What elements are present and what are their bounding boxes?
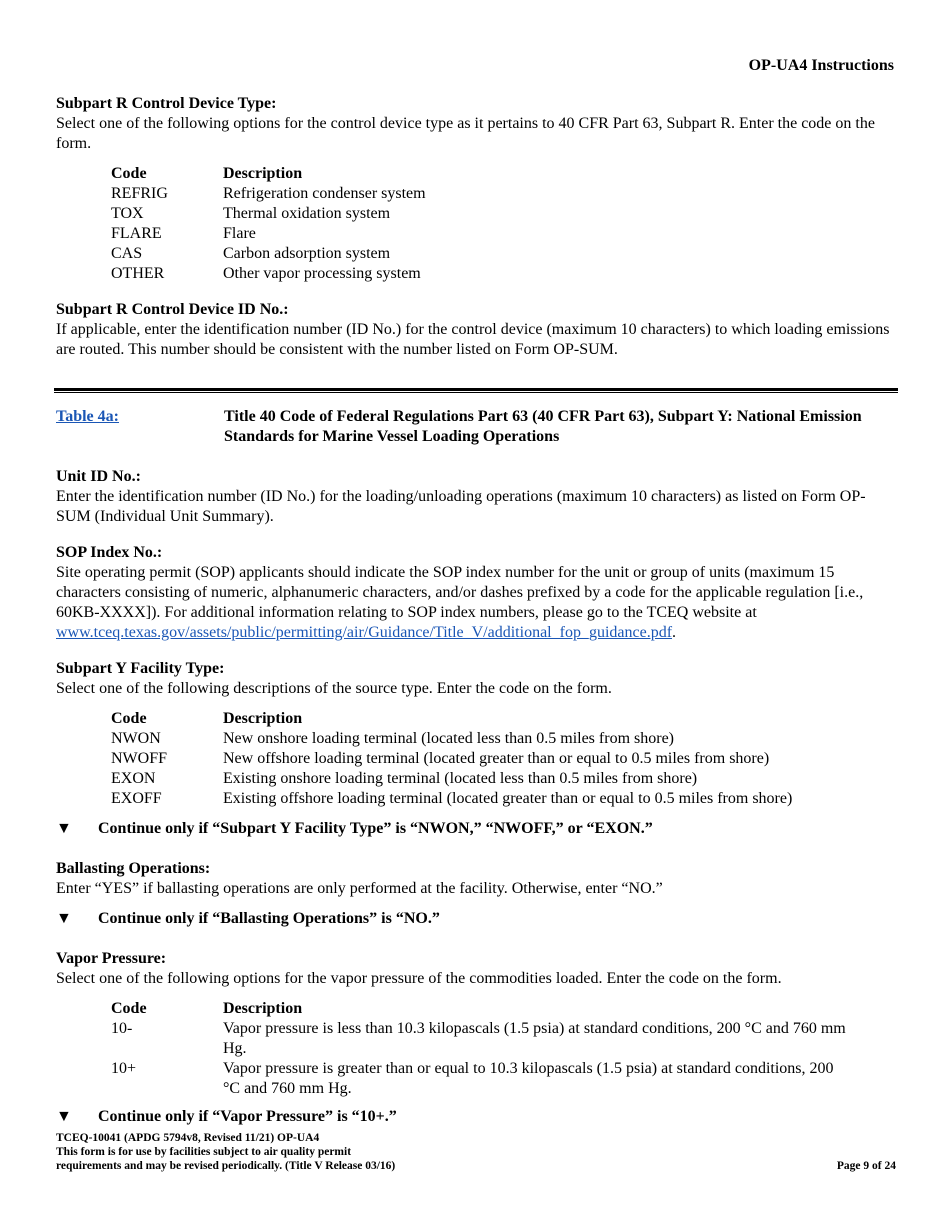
footer-revision-note: requirements and may be revised periodically. (Title V Release 03/16) xyxy=(56,1160,396,1172)
section-heading: Vapor Pressure: xyxy=(56,950,167,967)
section-unit-id xyxy=(56,467,896,527)
code-cell: CAS xyxy=(111,245,143,262)
table-header-row xyxy=(111,709,853,729)
column-header-description: Description xyxy=(223,710,303,727)
description-cell: Carbon adsorption system xyxy=(223,245,391,262)
description-cell: Other vapor processing system xyxy=(223,265,421,282)
column-header-code: Code xyxy=(111,165,147,182)
table-row xyxy=(111,184,853,204)
page-number: Page 9 of 24 xyxy=(836,1160,896,1172)
page-content xyxy=(56,94,896,1147)
code-table-subpart-r xyxy=(111,164,853,284)
section-text: Select one of the following descriptions of the source type. Enter the code on the form. xyxy=(56,680,612,697)
section-heading: Ballasting Operations: xyxy=(56,860,211,877)
code-table-vapor-pressure xyxy=(111,999,853,1099)
code-cell: 10- xyxy=(111,1020,133,1037)
section-subpart-r-type xyxy=(56,94,896,284)
continue-text: Continue only if “Subpart Y Facility Type” is “NWON,” “NWOFF,” or “EXON.” xyxy=(98,820,653,837)
code-table-subpart-y xyxy=(111,709,853,809)
code-cell: NWOFF xyxy=(111,750,168,767)
section-text: Select one of the following options for the control device type as it pertains to 40 CFR Part 63, Subpart R. Enter the code on the form. xyxy=(56,115,875,152)
footer-usage-note: This form is for use by facilities subject to air quality permit xyxy=(56,1146,352,1158)
table-4a-heading: Title 40 Code of Federal Regulations Part 63 (40 CFR Part 63), Subpart Y: National Emission Standards for Marine Vessel Loading Operations xyxy=(224,408,862,445)
continue-text: Continue only if “Ballasting Operations” is “NO.” xyxy=(98,910,440,927)
table-header-row xyxy=(111,164,853,184)
table-4a-link[interactable]: Table 4a: xyxy=(56,408,119,425)
description-cell: Vapor pressure is greater than or equal to 10.3 kilopascals (1.5 psia) at standard conditions, 200 °C and 760 mm Hg. xyxy=(223,1060,834,1097)
description-cell: Vapor pressure is less than 10.3 kilopascals (1.5 psia) at standard conditions, 200 °C and 760 mm Hg. xyxy=(223,1020,846,1057)
section-text: Select one of the following options for the vapor pressure of the commodities loaded. Enter the code on the form. xyxy=(56,970,782,987)
continue-instruction xyxy=(56,1107,896,1127)
description-cell: New offshore loading terminal (located greater than or equal to 0.5 miles from shore) xyxy=(223,750,770,767)
sop-text-end: . xyxy=(672,624,677,641)
sop-text: Site operating permit (SOP) applicants should indicate the SOP index number for the unit or group of units (maximum 15 characters consisting of numeric, alphanumeric characters, and/or dashes prefixed by a code for the applicable regulation [i.e., 60KB-XXXX]). For additional information relating to SOP index numbers, please go to the TCEQ website at xyxy=(56,564,864,621)
section-text: Enter “YES” if ballasting operations are only performed at the facility. Otherwise, enter “NO.” xyxy=(56,880,663,897)
footer-form-id: TCEQ-10041 (APDG 5794v8, Revised 11/21) OP-UA4 xyxy=(56,1132,320,1144)
code-cell: FLARE xyxy=(111,225,162,242)
section-subpart-y-type xyxy=(56,659,896,809)
continue-instruction xyxy=(56,819,896,839)
table-row xyxy=(111,749,853,769)
down-triangle-icon: ▼ xyxy=(56,820,72,837)
code-cell: TOX xyxy=(111,205,144,222)
section-heading: Subpart R Control Device Type: xyxy=(56,95,277,112)
table-row xyxy=(111,204,853,224)
section-heading: Subpart Y Facility Type: xyxy=(56,660,225,677)
table-row xyxy=(111,224,853,244)
section-heading: Unit ID No.: xyxy=(56,468,141,485)
down-triangle-icon: ▼ xyxy=(56,1108,72,1125)
column-header-code: Code xyxy=(111,710,147,727)
page-header-title: OP-UA4 Instructions xyxy=(748,57,894,74)
section-heading: Subpart R Control Device ID No.: xyxy=(56,301,289,318)
column-header-description: Description xyxy=(223,165,303,182)
code-cell: REFRIG xyxy=(111,185,168,202)
section-sop-index xyxy=(56,543,896,643)
section-text: If applicable, enter the identification number (ID No.) for the control device (maximum 10 characters) to which loading emissions are routed. This number should be consistent with the number listed on Form OP-SUM. xyxy=(56,321,890,358)
code-cell: 10+ xyxy=(111,1060,137,1077)
table-row xyxy=(111,244,853,264)
section-text xyxy=(56,563,896,643)
tceq-guidance-link[interactable]: www.tceq.texas.gov/assets/public/permitting/air/Guidance/Title_V/additional_fop_guidance.pdf xyxy=(56,624,673,641)
continue-instruction xyxy=(56,909,896,929)
description-cell: Existing onshore loading terminal (located less than 0.5 miles from shore) xyxy=(223,770,698,787)
section-divider xyxy=(54,388,898,393)
column-header-code: Code xyxy=(111,1000,147,1017)
table-row xyxy=(111,729,853,749)
section-vapor-pressure xyxy=(56,949,896,1099)
section-heading: SOP Index No.: xyxy=(56,544,163,561)
description-cell: Existing offshore loading terminal (located greater than or equal to 0.5 miles from shore) xyxy=(223,790,793,807)
table-row xyxy=(111,1059,853,1099)
section-ballasting xyxy=(56,859,896,899)
table-header-row xyxy=(111,999,853,1019)
column-header-description: Description xyxy=(223,1000,303,1017)
description-cell: New onshore loading terminal (located less than 0.5 miles from shore) xyxy=(223,730,674,747)
description-cell: Thermal oxidation system xyxy=(223,205,391,222)
table-row xyxy=(111,1019,853,1059)
table-row xyxy=(111,264,853,284)
down-triangle-icon: ▼ xyxy=(56,910,72,927)
continue-text: Continue only if “Vapor Pressure” is “10+.” xyxy=(98,1108,397,1125)
table-4a-title xyxy=(56,407,896,447)
page-footer xyxy=(56,1131,896,1173)
code-cell: EXON xyxy=(111,770,156,787)
section-text: Enter the identification number (ID No.) for the loading/unloading operations (maximum 10 characters) as listed on Form OP-SUM (Individual Unit Summary). xyxy=(56,488,866,525)
code-cell: EXOFF xyxy=(111,790,162,807)
description-cell: Refrigeration condenser system xyxy=(223,185,426,202)
table-row xyxy=(111,769,853,789)
code-cell: OTHER xyxy=(111,265,165,282)
table-row xyxy=(111,789,853,809)
description-cell: Flare xyxy=(223,225,256,242)
section-subpart-r-id xyxy=(56,300,896,360)
code-cell: NWON xyxy=(111,730,161,747)
